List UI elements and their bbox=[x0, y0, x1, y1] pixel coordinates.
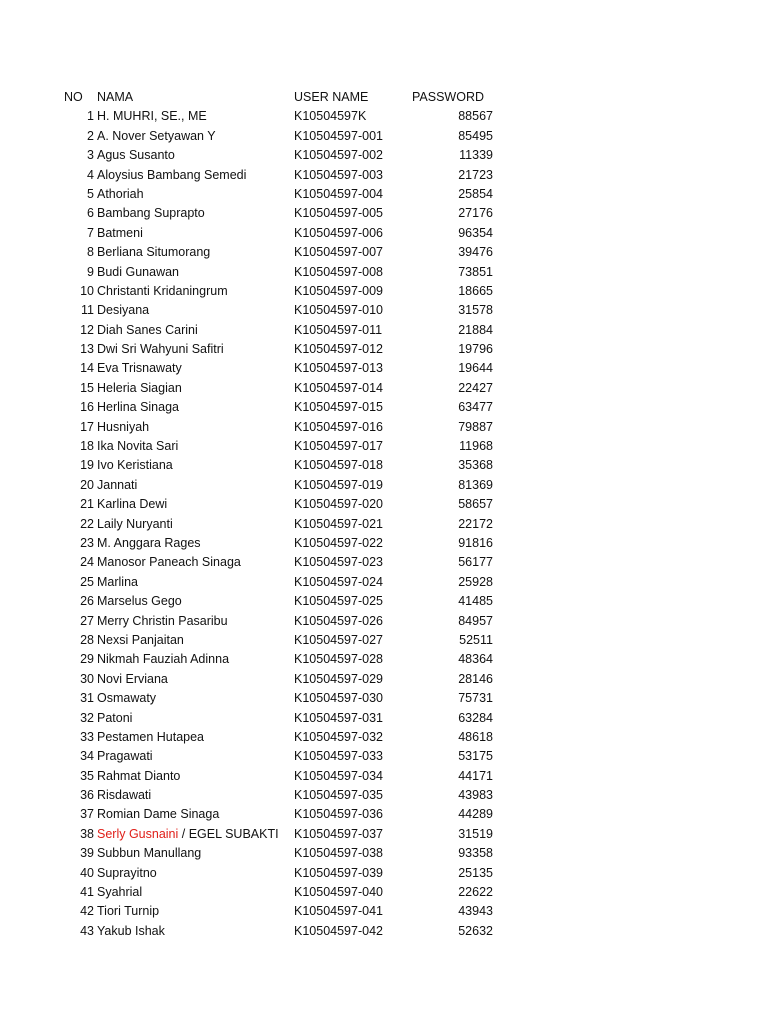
row-nama bbox=[97, 204, 205, 223]
row-user-name: K10504597-012 bbox=[294, 342, 383, 357]
row-no: 7 bbox=[87, 225, 94, 240]
row-user-name: K10504597-036 bbox=[294, 807, 383, 822]
table-row bbox=[0, 146, 768, 165]
table-body bbox=[0, 107, 768, 941]
header-no: NO bbox=[64, 90, 83, 104]
row-nama bbox=[97, 844, 201, 863]
row-password: 11339 bbox=[459, 148, 493, 163]
row-user-name: K10504597-029 bbox=[294, 671, 383, 686]
row-nama bbox=[97, 185, 144, 204]
row-nama-text: Merry Christin Pasaribu bbox=[97, 613, 228, 628]
row-nama-text: Aloysius Bambang Semedi bbox=[97, 167, 247, 182]
row-password: 31519 bbox=[458, 826, 493, 841]
row-nama-text: Diah Sanes Carini bbox=[97, 322, 198, 337]
row-nama bbox=[97, 728, 204, 747]
table-row bbox=[0, 883, 768, 902]
row-nama-text: Bambang Suprapto bbox=[97, 206, 205, 221]
row-nama bbox=[97, 709, 132, 728]
row-password: 88567 bbox=[458, 109, 493, 124]
table-row bbox=[0, 864, 768, 883]
row-no: 9 bbox=[87, 264, 94, 279]
row-nama-text: H. MUHRI, SE., ME bbox=[97, 109, 207, 124]
table-row bbox=[0, 127, 768, 146]
row-user-name: K10504597-007 bbox=[294, 245, 383, 260]
table-header bbox=[0, 88, 768, 107]
row-user-name: K10504597-009 bbox=[294, 283, 383, 298]
row-password: 43983 bbox=[458, 788, 493, 803]
row-nama-text: Suprayitno bbox=[97, 865, 157, 880]
row-nama bbox=[97, 146, 175, 165]
row-user-name: K10504597-013 bbox=[294, 361, 383, 376]
row-no: 32 bbox=[80, 710, 94, 725]
row-nama-text: Karlina Dewi bbox=[97, 497, 168, 512]
row-no: 39 bbox=[80, 846, 94, 861]
table-row bbox=[0, 573, 768, 592]
row-user-name: K10504597-014 bbox=[294, 380, 383, 395]
row-nama-text: Christanti Kridaningrum bbox=[97, 283, 228, 298]
row-user-name: K10504597-041 bbox=[294, 904, 383, 919]
row-user-name: K10504597-019 bbox=[294, 477, 383, 492]
row-nama-text: Pragawati bbox=[97, 749, 153, 764]
row-no: 23 bbox=[80, 535, 94, 550]
row-password: 44289 bbox=[458, 807, 493, 822]
row-no: 2 bbox=[87, 128, 94, 143]
row-nama-text: Heleria Siagian bbox=[97, 380, 182, 395]
row-nama bbox=[97, 553, 241, 572]
row-user-name: K10504597-035 bbox=[294, 788, 383, 803]
row-no: 10 bbox=[80, 283, 94, 298]
row-nama-text: Patoni bbox=[97, 710, 133, 725]
row-user-name: K10504597-003 bbox=[294, 167, 383, 182]
row-no: 5 bbox=[87, 186, 94, 201]
row-nama-text: Budi Gunawan bbox=[97, 264, 180, 279]
row-nama bbox=[97, 340, 224, 359]
row-nama bbox=[97, 456, 173, 475]
table-row bbox=[0, 359, 768, 378]
row-password: 75731 bbox=[458, 691, 493, 706]
row-nama bbox=[97, 573, 138, 592]
table-row bbox=[0, 243, 768, 262]
row-password: 79887 bbox=[458, 419, 493, 434]
row-user-name: K10504597-024 bbox=[294, 574, 383, 589]
row-no: 28 bbox=[80, 632, 94, 647]
row-no: 14 bbox=[80, 361, 94, 376]
row-no: 27 bbox=[80, 613, 94, 628]
row-nama bbox=[97, 166, 246, 185]
row-password: 25928 bbox=[458, 574, 493, 589]
row-no: 41 bbox=[80, 885, 94, 900]
row-user-name: K10504597-001 bbox=[294, 128, 383, 143]
row-user-name: K10504597-027 bbox=[294, 632, 383, 647]
row-password: 22622 bbox=[458, 885, 493, 900]
row-nama bbox=[97, 495, 167, 514]
table-row bbox=[0, 844, 768, 863]
row-nama-text: Yakub Ishak bbox=[97, 923, 165, 938]
row-nama-text: Osmawaty bbox=[97, 691, 157, 706]
row-nama bbox=[97, 107, 207, 126]
row-nama bbox=[97, 883, 142, 902]
row-password: 85495 bbox=[458, 128, 493, 143]
row-password: 91816 bbox=[458, 535, 493, 550]
table-row bbox=[0, 224, 768, 243]
row-password: 96354 bbox=[458, 225, 493, 240]
row-user-name: K10504597-023 bbox=[294, 555, 383, 570]
row-nama-text: Marlina bbox=[97, 574, 138, 589]
row-no: 26 bbox=[80, 594, 94, 609]
table-row bbox=[0, 185, 768, 204]
row-nama-text: Romian Dame Sinaga bbox=[97, 807, 220, 822]
row-no: 4 bbox=[87, 167, 94, 182]
row-nama bbox=[97, 631, 184, 650]
row-nama bbox=[97, 612, 228, 631]
row-user-name: K10504597-016 bbox=[294, 419, 383, 434]
table-row bbox=[0, 515, 768, 534]
table-row bbox=[0, 747, 768, 766]
row-nama-text: Husniyah bbox=[97, 419, 150, 434]
row-nama bbox=[97, 592, 182, 611]
row-nama-text: Rahmat Dianto bbox=[97, 768, 181, 783]
row-nama-text: Dwi Sri Wahyuni Safitri bbox=[97, 342, 224, 357]
row-nama bbox=[97, 786, 151, 805]
table-row bbox=[0, 825, 768, 844]
row-user-name: K10504597-006 bbox=[294, 225, 383, 240]
table-row bbox=[0, 418, 768, 437]
table-row bbox=[0, 263, 768, 282]
row-user-name: K10504597-030 bbox=[294, 691, 383, 706]
row-password: 31578 bbox=[458, 303, 493, 318]
table-row bbox=[0, 612, 768, 631]
header-nama: NAMA bbox=[97, 90, 134, 104]
row-password: 52511 bbox=[459, 632, 493, 647]
row-password: 11968 bbox=[459, 439, 493, 454]
row-no: 22 bbox=[80, 516, 94, 531]
table-row bbox=[0, 321, 768, 340]
row-nama bbox=[97, 534, 201, 553]
row-user-name: K10504597-015 bbox=[294, 400, 383, 415]
row-nama bbox=[97, 224, 143, 243]
row-no: 43 bbox=[80, 923, 94, 938]
row-nama-text: Jannati bbox=[97, 477, 138, 492]
row-nama-text: Nikmah Fauziah Adinna bbox=[97, 652, 230, 667]
row-no: 29 bbox=[80, 652, 94, 667]
row-nama-extra: / EGEL SUBAKTI bbox=[178, 826, 279, 841]
row-no: 16 bbox=[80, 400, 94, 415]
row-password: 21884 bbox=[458, 322, 493, 337]
row-nama-text: Pestamen Hutapea bbox=[97, 729, 205, 744]
row-user-name: K10504597-018 bbox=[294, 458, 383, 473]
row-no: 21 bbox=[80, 497, 94, 512]
header-password: PASSWORD bbox=[412, 90, 484, 104]
row-nama bbox=[97, 418, 149, 437]
table-row bbox=[0, 282, 768, 301]
row-nama-text: Novi Erviana bbox=[97, 671, 168, 686]
row-user-name: K10504597-011 bbox=[294, 322, 383, 337]
row-nama-text: A. Nover Setyawan Y bbox=[97, 128, 216, 143]
table-row bbox=[0, 534, 768, 553]
row-nama bbox=[97, 321, 198, 340]
row-nama bbox=[97, 902, 159, 921]
row-user-name: K10504597-034 bbox=[294, 768, 383, 783]
row-nama bbox=[97, 825, 279, 844]
row-nama-text: Herlina Sinaga bbox=[97, 400, 179, 415]
row-user-name: K10504597-042 bbox=[294, 923, 383, 938]
row-no: 18 bbox=[80, 439, 94, 454]
table-row bbox=[0, 107, 768, 126]
row-no: 36 bbox=[80, 788, 94, 803]
row-nama bbox=[97, 747, 153, 766]
row-nama-text: Agus Susanto bbox=[97, 148, 175, 163]
row-nama bbox=[97, 127, 216, 146]
row-nama bbox=[97, 515, 173, 534]
row-no: 42 bbox=[80, 904, 94, 919]
row-no: 38 bbox=[80, 826, 94, 841]
user-password-table bbox=[0, 88, 768, 941]
row-user-name: K10504597-031 bbox=[294, 710, 383, 725]
row-password: 28146 bbox=[458, 671, 493, 686]
row-user-name: K10504597-033 bbox=[294, 749, 383, 764]
row-nama bbox=[97, 864, 157, 883]
table-row bbox=[0, 379, 768, 398]
table-row bbox=[0, 709, 768, 728]
row-nama bbox=[97, 670, 168, 689]
row-nama bbox=[97, 650, 229, 669]
table-row bbox=[0, 553, 768, 572]
row-nama-text: Batmeni bbox=[97, 225, 143, 240]
row-password: 25854 bbox=[458, 186, 493, 201]
row-nama-text: M. Anggara Rages bbox=[97, 535, 201, 550]
table-row bbox=[0, 902, 768, 921]
row-no: 34 bbox=[80, 749, 94, 764]
row-no: 37 bbox=[80, 807, 94, 822]
row-nama bbox=[97, 379, 182, 398]
table-row bbox=[0, 340, 768, 359]
row-user-name: K10504597-017 bbox=[294, 439, 383, 454]
table-row bbox=[0, 650, 768, 669]
row-user-name: K10504597-038 bbox=[294, 846, 383, 861]
row-user-name: K10504597-004 bbox=[294, 186, 383, 201]
row-password: 56177 bbox=[458, 555, 493, 570]
row-user-name: K10504597-022 bbox=[294, 535, 383, 550]
row-password: 63477 bbox=[458, 400, 493, 415]
row-nama bbox=[97, 437, 178, 456]
row-no: 8 bbox=[87, 245, 94, 260]
row-nama-text: Tiori Turnip bbox=[97, 904, 160, 919]
row-password: 19644 bbox=[458, 361, 493, 376]
table-row bbox=[0, 922, 768, 941]
row-user-name: K10504597-040 bbox=[294, 885, 383, 900]
row-no: 12 bbox=[80, 322, 94, 337]
row-nama-text: Ivo Keristiana bbox=[97, 458, 173, 473]
row-no: 15 bbox=[80, 380, 94, 395]
row-user-name: K10504597-010 bbox=[294, 303, 383, 318]
row-password: 27176 bbox=[458, 206, 493, 221]
row-no: 19 bbox=[80, 458, 94, 473]
table-row bbox=[0, 456, 768, 475]
row-nama-text: Marselus Gego bbox=[97, 594, 182, 609]
row-password: 48618 bbox=[458, 729, 493, 744]
row-nama bbox=[97, 767, 180, 786]
row-password: 44171 bbox=[458, 768, 493, 783]
row-password: 39476 bbox=[458, 245, 493, 260]
row-user-name: K10504597-026 bbox=[294, 613, 383, 628]
table-row bbox=[0, 592, 768, 611]
table-row bbox=[0, 728, 768, 747]
row-nama-text: Serly Gusnaini bbox=[97, 826, 179, 841]
table-row bbox=[0, 476, 768, 495]
table-row bbox=[0, 495, 768, 514]
table-row bbox=[0, 805, 768, 824]
row-nama bbox=[97, 243, 210, 262]
row-password: 63284 bbox=[458, 710, 493, 725]
row-nama bbox=[97, 359, 182, 378]
row-password: 43943 bbox=[458, 904, 493, 919]
row-password: 19796 bbox=[458, 342, 493, 357]
row-nama-text: Risdawati bbox=[97, 788, 152, 803]
table-row bbox=[0, 689, 768, 708]
row-nama-text: Nexsi Panjaitan bbox=[97, 632, 184, 647]
row-no: 35 bbox=[80, 768, 94, 783]
row-password: 84957 bbox=[458, 613, 493, 628]
row-no: 6 bbox=[87, 206, 94, 221]
row-password: 22427 bbox=[458, 380, 493, 395]
row-nama bbox=[97, 263, 179, 282]
row-nama-text: Ika Novita Sari bbox=[97, 439, 179, 454]
row-nama bbox=[97, 689, 156, 708]
table-row bbox=[0, 670, 768, 689]
row-no: 30 bbox=[80, 671, 94, 686]
row-nama bbox=[97, 301, 149, 320]
table-row bbox=[0, 786, 768, 805]
row-no: 3 bbox=[87, 148, 94, 163]
row-no: 33 bbox=[80, 729, 94, 744]
row-no: 31 bbox=[80, 691, 94, 706]
table-row bbox=[0, 301, 768, 320]
row-user-name: K10504597-037 bbox=[294, 826, 383, 841]
row-password: 21723 bbox=[458, 167, 493, 182]
row-nama bbox=[97, 805, 219, 824]
row-password: 81369 bbox=[458, 477, 493, 492]
row-password: 18665 bbox=[458, 283, 493, 298]
row-nama-text: Subbun Manullang bbox=[97, 846, 202, 861]
row-no: 40 bbox=[80, 865, 94, 880]
row-password: 48364 bbox=[458, 652, 493, 667]
row-nama-text: Syahrial bbox=[97, 885, 143, 900]
row-password: 52632 bbox=[458, 923, 493, 938]
row-no: 1 bbox=[87, 109, 94, 124]
row-user-name: K10504597-008 bbox=[294, 264, 383, 279]
row-password: 93358 bbox=[458, 846, 493, 861]
row-nama bbox=[97, 922, 165, 941]
table-row bbox=[0, 631, 768, 650]
row-user-name: K10504597-020 bbox=[294, 497, 383, 512]
row-user-name: K10504597-021 bbox=[294, 516, 383, 531]
row-user-name: K10504597-028 bbox=[294, 652, 383, 667]
row-nama-text: Athoriah bbox=[97, 186, 144, 201]
row-password: 25135 bbox=[458, 865, 493, 880]
row-nama bbox=[97, 398, 179, 417]
row-user-name: K10504597-002 bbox=[294, 148, 383, 163]
row-user-name: K10504597-039 bbox=[294, 865, 383, 880]
row-no: 17 bbox=[80, 419, 94, 434]
table-row bbox=[0, 398, 768, 417]
row-password: 58657 bbox=[458, 497, 493, 512]
table-row bbox=[0, 204, 768, 223]
row-nama bbox=[97, 476, 137, 495]
row-user-name: K10504597-005 bbox=[294, 206, 383, 221]
row-no: 20 bbox=[80, 477, 94, 492]
row-no: 11 bbox=[81, 303, 94, 318]
row-password: 22172 bbox=[458, 516, 493, 531]
row-user-name: K10504597-032 bbox=[294, 729, 383, 744]
row-password: 53175 bbox=[458, 749, 493, 764]
row-nama-text: Desiyana bbox=[97, 303, 150, 318]
table-row bbox=[0, 767, 768, 786]
row-nama bbox=[97, 282, 228, 301]
row-password: 41485 bbox=[458, 594, 493, 609]
row-password: 35368 bbox=[458, 458, 493, 473]
row-no: 13 bbox=[80, 342, 94, 357]
row-user-name: K10504597-025 bbox=[294, 594, 383, 609]
row-nama-text: Laily Nuryanti bbox=[97, 516, 173, 531]
row-nama-text: Eva Trisnawaty bbox=[97, 361, 182, 376]
row-user-name: K10504597K bbox=[294, 109, 367, 124]
table-row bbox=[0, 437, 768, 456]
row-no: 24 bbox=[80, 555, 94, 570]
row-password: 73851 bbox=[458, 264, 493, 279]
table-row bbox=[0, 166, 768, 185]
row-no: 25 bbox=[80, 574, 94, 589]
header-user-name: USER NAME bbox=[294, 90, 369, 104]
row-nama-text: Manosor Paneach Sinaga bbox=[97, 555, 241, 570]
row-nama-text: Berliana Situmorang bbox=[97, 245, 211, 260]
